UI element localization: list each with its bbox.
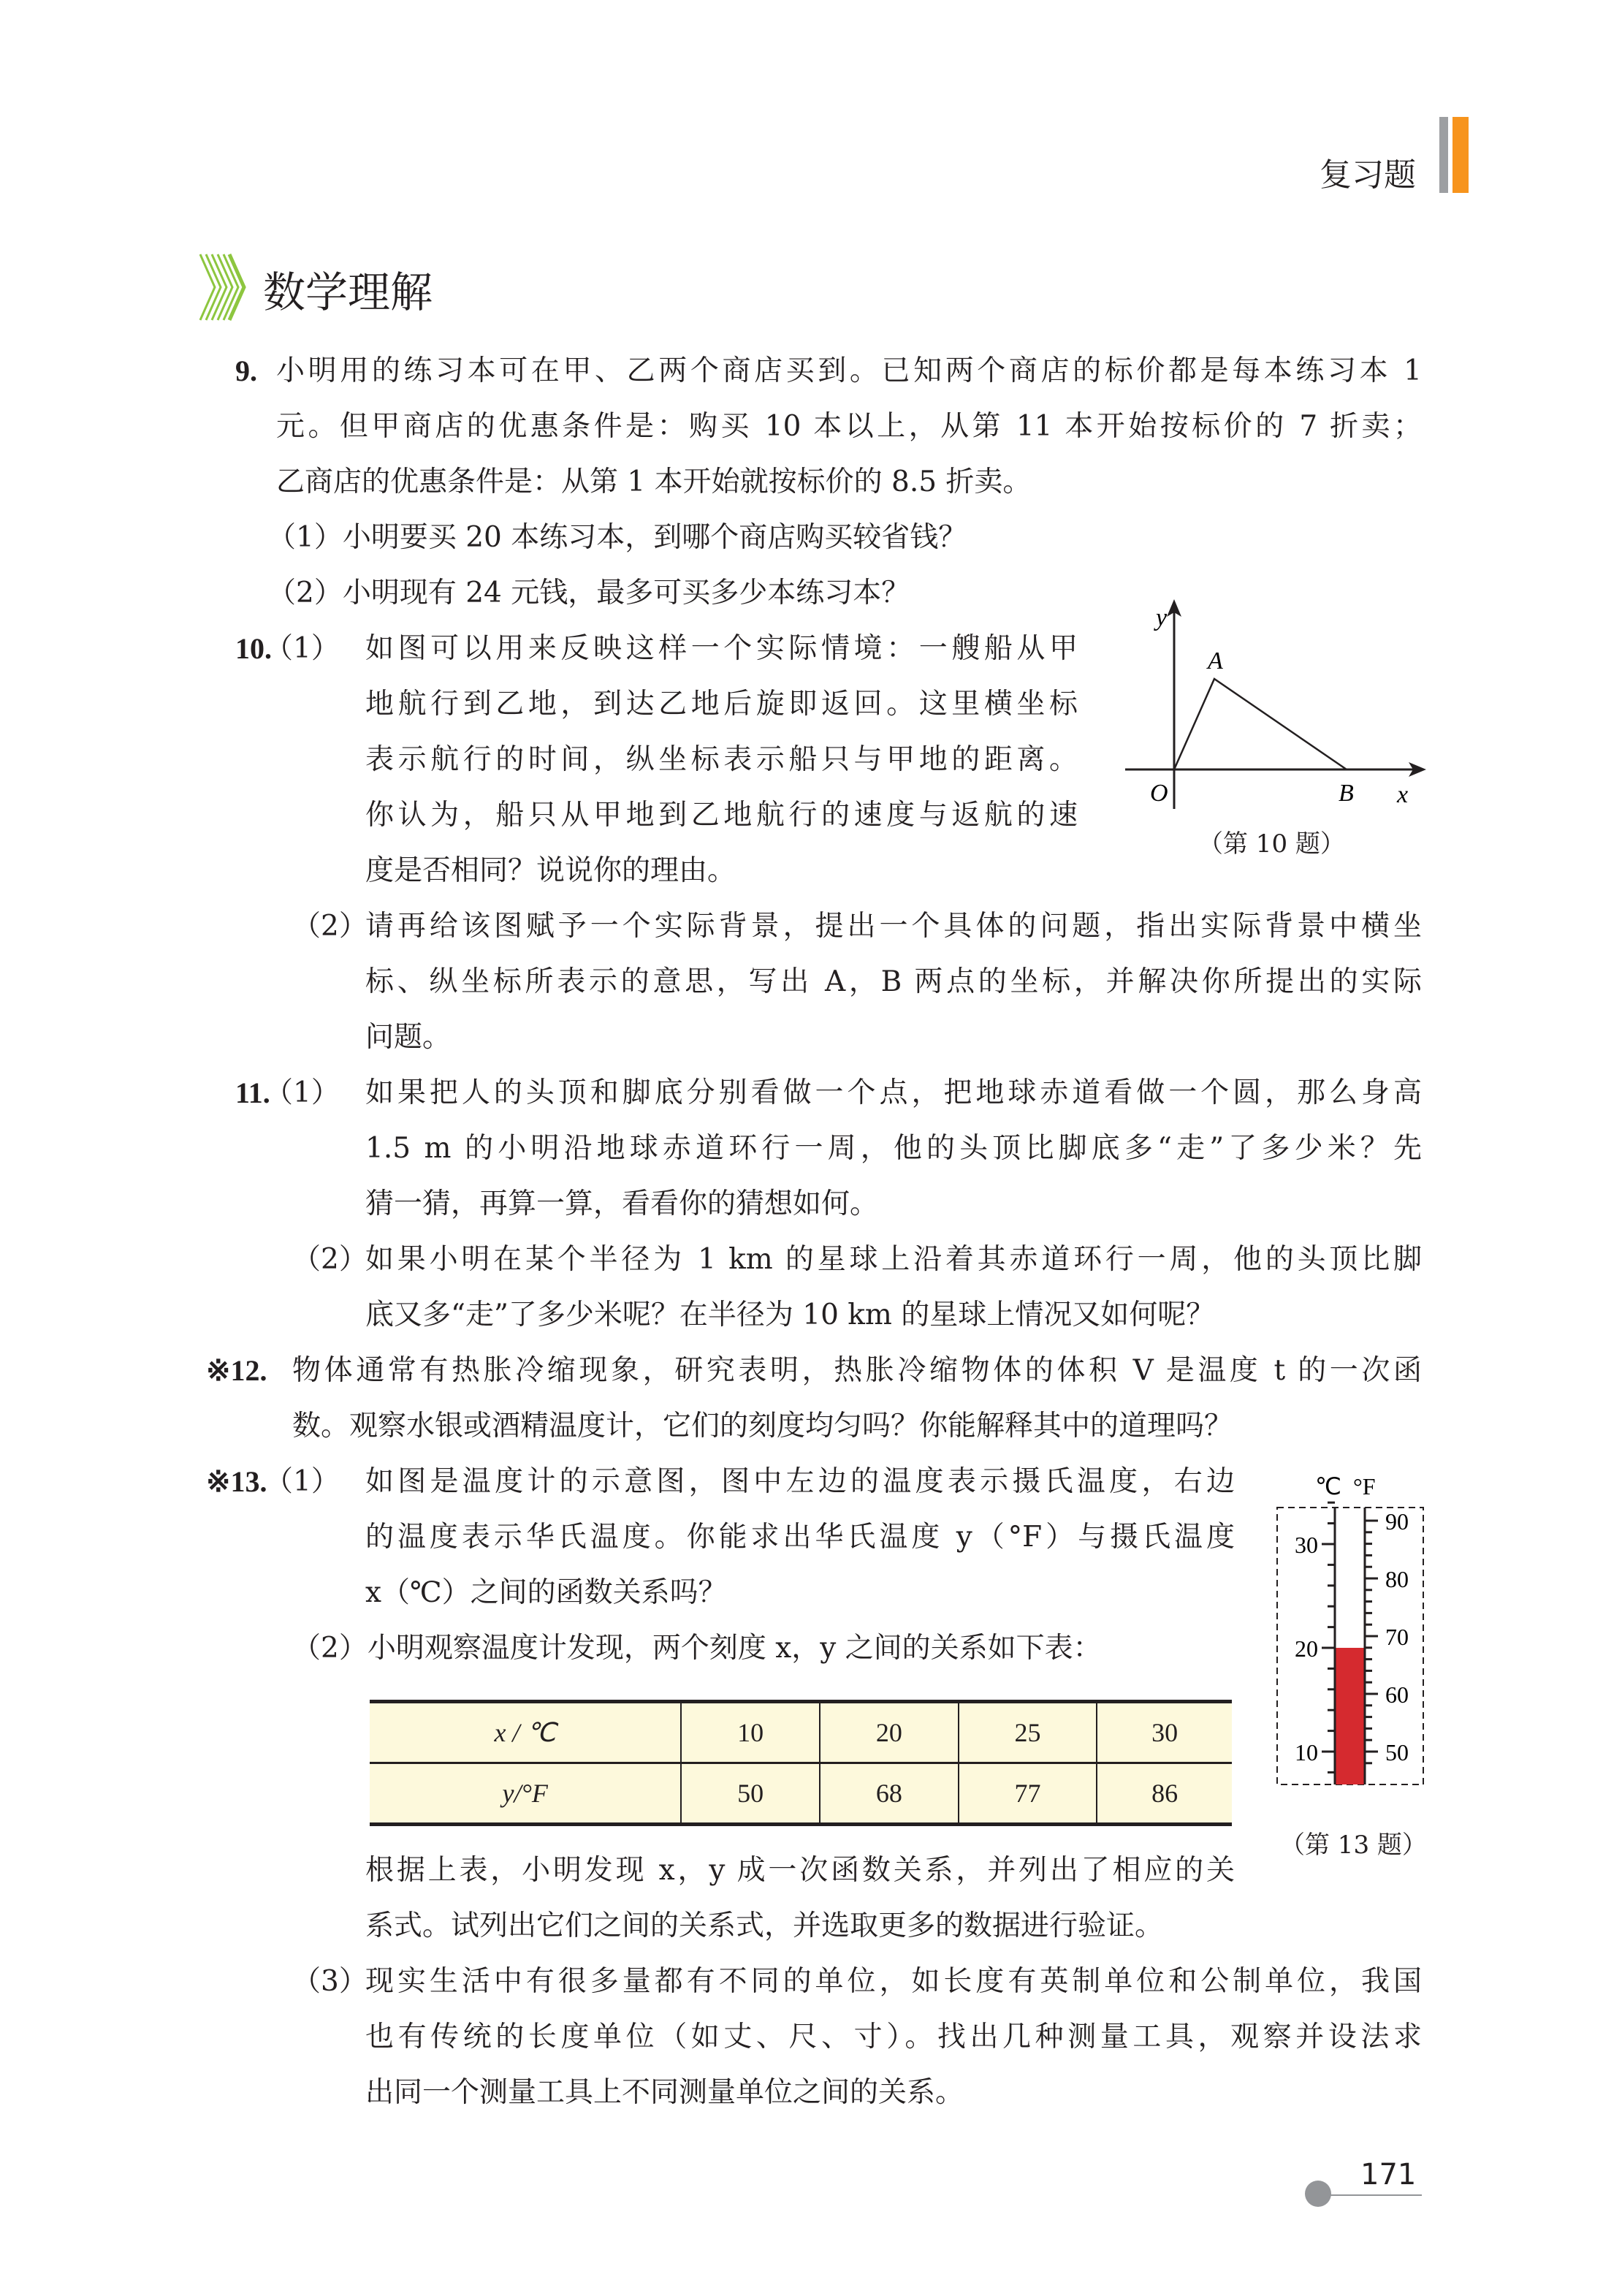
header-gray-bar xyxy=(1439,117,1448,193)
page-dot xyxy=(1305,2181,1331,2207)
q13-sub2: （2）小明观察温度计发现，两个刻度 x，y 之间的关系如下表： xyxy=(292,1632,1102,1665)
page-number: 171 xyxy=(1360,2158,1417,2192)
table-cell: 68 xyxy=(820,1763,959,1825)
celsius-label: 30 xyxy=(1295,1532,1318,1558)
table-cell: 30 xyxy=(1097,1702,1232,1763)
fahrenheit-label: 90 xyxy=(1385,1508,1409,1535)
point-b-label: B xyxy=(1339,780,1354,807)
question-number-10: 10. xyxy=(235,632,272,665)
fahrenheit-label: 70 xyxy=(1385,1624,1409,1650)
q12-line-2: 数。观察水银或酒精温度计，它们的刻度均匀吗？你能解释其中的道理吗？ xyxy=(292,1410,1233,1442)
q13-after-table-line-2: 系式。试列出它们之间的关系式，并选取更多的数据进行验证。 xyxy=(365,1909,1164,1942)
q11-sub1-line-3: 猜一猜，再算一算，看看你的猜想如何。 xyxy=(365,1187,879,1220)
q9-line-3: 乙商店的优惠条件是：从第 1 本开始就按标价的 8.5 折卖。 xyxy=(276,465,1032,498)
q13-sub3-line-3: 出同一个测量工具上不同测量单位之间的关系。 xyxy=(365,2076,964,2109)
q11-sub2-line-2: 底又多“走”了多少米呢？在半径为 10 km 的星球上情况又如何呢？ xyxy=(365,1299,1215,1331)
point-a-label: A xyxy=(1208,647,1223,674)
table-row-fahrenheit xyxy=(370,1763,1232,1825)
table-cell: 25 xyxy=(959,1702,1097,1763)
celsius-label: 10 xyxy=(1295,1739,1318,1765)
q11-sub2-line-1: 如果小明在某个半径为 1 km 的星球上沿着其赤道环行一周，他的头顶比脚 xyxy=(365,1243,1422,1276)
mercury-column xyxy=(1335,1648,1365,1784)
q10-sub1-line-5: 度是否相同？说说你的理由。 xyxy=(365,854,736,887)
question-number-9: 9. xyxy=(235,354,257,387)
q9-line-1: 小明用的练习本可在甲、乙两个商店买到。已知两个商店的标价都是每本练习本 1 xyxy=(276,354,1422,387)
q13-after-table-line-1: 根据上表，小明发现 x，y 成一次函数关系，并列出了相应的关 xyxy=(365,1854,1235,1887)
table-header-x: x / ℃ xyxy=(370,1702,681,1763)
table-row-celsius xyxy=(370,1702,1232,1763)
q13-sub1-line-2: 的温度表示华氏温度。你能求出华氏温度 y（°F）与摄氏温度 xyxy=(365,1521,1235,1554)
origin-label: O xyxy=(1150,780,1168,807)
q11-sub1-label: （1） xyxy=(264,1076,340,1109)
q13-sub3-line-1: 现实生活中有很多量都有不同的单位，如长度有英制单位和公制单位，我国 xyxy=(365,1965,1422,1998)
x-axis-label: x xyxy=(1397,781,1409,808)
q10-sub1-label: （1） xyxy=(264,632,340,665)
table-cell: 10 xyxy=(681,1702,820,1763)
footer-rule xyxy=(1330,2194,1422,2196)
q10-sub1-line-3: 表示航行的时间，纵坐标表示船只与甲地的距离。 xyxy=(365,743,1078,776)
q12-line-1: 物体通常有热胀冷缩现象，研究表明，热胀冷缩物体的体积 V 是温度 t 的一次函 xyxy=(292,1354,1422,1387)
question-number-13: ※13. xyxy=(206,1465,267,1498)
q11-sub1-line-1: 如果把人的头顶和脚底分别看做一个点，把地球赤道看做一个圆，那么身高 xyxy=(365,1076,1422,1109)
q11-sub2-label: （2） xyxy=(292,1243,368,1276)
fahrenheit-label: 60 xyxy=(1385,1681,1409,1708)
temperature-table xyxy=(370,1700,1232,1826)
q9-sub1: （1）小明要买 20 本练习本，到哪个商店购买较省钱？ xyxy=(267,521,967,554)
q13-figure-caption: （第 13 题） xyxy=(1280,1831,1427,1860)
q10-sub2-line-3: 问题。 xyxy=(365,1021,452,1054)
q10-sub2-line-1: 请再给该图赋予一个实际背景，提出一个具体的问题，指出实际背景中横坐 xyxy=(365,910,1422,943)
q9-line-2: 元。但甲商店的优惠条件是：购买 10 本以上，从第 11 本开始按标价的 7 折卖； xyxy=(276,410,1422,443)
table-cell: 50 xyxy=(681,1763,820,1825)
q10-sub2-line-2: 标、纵坐标所表示的意思，写出 A，B 两点的坐标，并解决你所提出的实际 xyxy=(365,965,1422,998)
table-cell: 77 xyxy=(959,1763,1097,1825)
celsius-label: 20 xyxy=(1295,1635,1318,1662)
question-number-11: 11. xyxy=(235,1076,270,1109)
fahrenheit-label: 50 xyxy=(1385,1739,1409,1765)
q13-sub3-label: （3） xyxy=(292,1965,368,1998)
celsius-unit: ℃ xyxy=(1315,1473,1341,1499)
question-number-12: ※12. xyxy=(206,1354,267,1387)
q13-sub1-line-3: x（℃）之间的函数关系吗？ xyxy=(365,1576,727,1609)
fahrenheit-unit: °F xyxy=(1353,1473,1376,1499)
table-cell: 20 xyxy=(820,1702,959,1763)
path-o-a-b xyxy=(1174,679,1347,769)
q10-graph xyxy=(1111,592,1432,826)
q13-sub1-label: （1） xyxy=(264,1465,340,1498)
q10-sub1-line-4: 你认为，船只从甲地到乙地航行的速度与返航的速 xyxy=(365,799,1078,832)
q11-sub1-line-2: 1.5 m 的小明沿地球赤道环行一周，他的头顶比脚底多“走”了多少米？先 xyxy=(365,1132,1422,1165)
q10-sub2-label: （2） xyxy=(292,910,368,943)
section-header: 复习题 xyxy=(1320,156,1416,194)
q10-sub1-line-1: 如图可以用来反映这样一个实际情境：一艘船从甲 xyxy=(365,632,1078,665)
table-cell: 86 xyxy=(1097,1763,1232,1825)
q13-sub3-line-2: 也有传统的长度单位（如丈、尺、寸）。找出几种测量工具，观察并设法求 xyxy=(365,2021,1422,2053)
header-orange-bar xyxy=(1452,117,1469,193)
thermometer-figure xyxy=(1257,1461,1447,1798)
q9-sub2: （2）小明现有 24 元钱，最多可买多少本练习本？ xyxy=(267,577,910,609)
chevron-icon xyxy=(197,253,259,322)
fahrenheit-label: 80 xyxy=(1385,1566,1409,1592)
section-title: 数学理解 xyxy=(263,267,433,317)
q10-figure-caption: （第 10 题） xyxy=(1198,829,1345,859)
y-axis-label: y xyxy=(1156,604,1168,631)
table-header-y: y/°F xyxy=(502,1779,548,1808)
q13-sub1-line-1: 如图是温度计的示意图，图中左边的温度表示摄氏温度，右边 xyxy=(365,1465,1235,1498)
q10-sub1-line-2: 地航行到乙地，到达乙地后旋即返回。这里横坐标 xyxy=(365,688,1078,721)
